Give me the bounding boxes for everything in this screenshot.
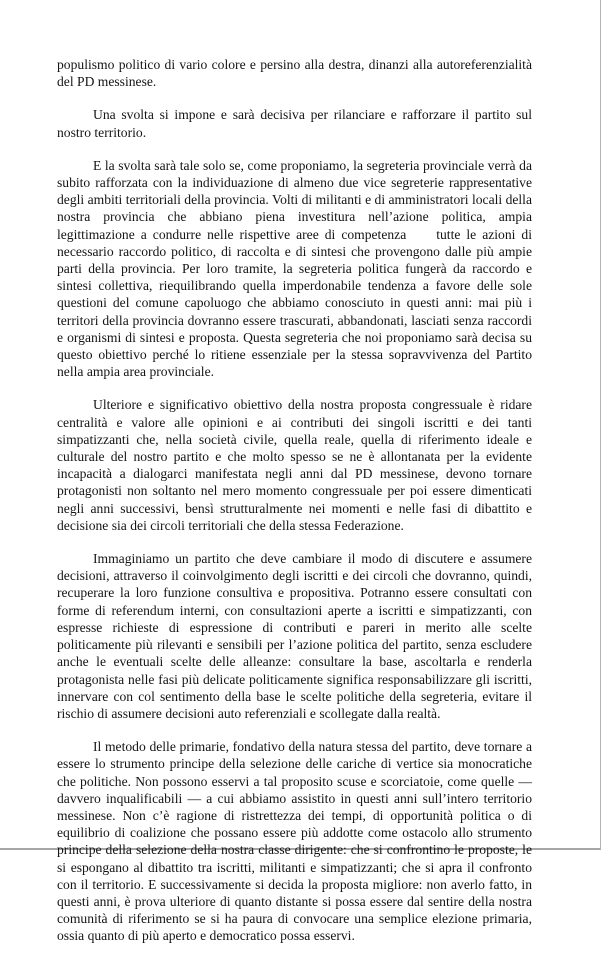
paragraph: Immaginiamo un partito che deve cambiare il modo di discutere e assumere decisioni, attraverso il coinvolgimento degli iscritti e dei circoli che dovranno, quindi, recuperare la loro funzione consultiva e propositiva. Potranno essere consultati con forme di referendum interni, con consultazioni aperte a iscritti e simpatizzanti, con espresse richieste di espressione di contributi e pareri in merito alle scelte politicamente più rilevanti e sensibili per l’azione politica del partito, senza escludere anche le eventuali scelte delle alleanze: consultare la base, ascoltarla e renderla protagonista nelle fasi più delicate politicamente significa responsabilizzare gli iscritti, innervare con col sentimento della base le scelte politiche della segreteria, evitare il rischio di assumere decisioni auto referenziali e scollegate dalla realtà. — [57, 551, 532, 721]
paragraph: Il metodo delle primarie, fondativo della natura stessa del partito, deve tornare a essere lo strumento principe della selezione delle cariche di vertice sia monocratiche che politiche. Non possono esservi a tal proposito scuse e scorciatoie, come quelle — davvero inqualificabili — a cui abbiamo assistito in questi anni sull’intero territorio messinese. Non c’è ragione di ristrettezza dei tempi, di opportunità politica o di equilibrio di coalizione che possano essere più addotte come ostacolo allo strumento principe della selezione della nostra classe dirigente: che si confrontino le proposte, le si espongano al dibattito tra iscritti, militanti e simpatizzanti; che si apra il confronto con il territorio. E successivamente si decida la proposta migliore: non averlo fatto, in questi anni, è prova ulteriore di quanto distante si possa essere dal sentire della nostra comunità di riferimento se si ha paura di convocare una semplice elezione primaria, ossia quanto di più aperto e democratico possa esservi. — [57, 739, 532, 944]
document-body — [57, 56, 532, 961]
paragraph: E la svolta sarà tale solo se, come proponiamo, la segreteria provinciale verrà da subito rafforzata con la individuazione di almeno due vice segreterie rappresentative degli ambiti territoriali della provincia. Volti di militanti e di amministratori locali della nostra provincia che abbiano piena investitura nell’azione politica, ampia legittimazione a condurre nelle rispettive aree di competenza tutte le azioni di necessario raccordo politico, di raccolta e di sintesi che provengono dalle più ampie parti della provincia. Per loro tramite, la segreteria politica fungerà da raccordo e sintesi collettiva, riequilibrando quella imperdonabile tendenza a favore delle sole questioni del comune capoluogo che abbiamo conosciuto in questi anni: mai più i territori della provincia dovranno essere trascurati, abbandonati, lasciati senza raccordi e organismi di sintesi e proposta. Questa segreteria che noi proponiamo sarà decisa su questo obiettivo perché lo ritiene essenziale per la stessa sopravvivenza del Partito nella ampia area provinciale. — [57, 157, 532, 380]
paragraph: populismo politico di vario colore e persino alla destra, dinanzi alla autoreferenzialità del PD messinese. — [57, 57, 532, 90]
paragraph: Una svolta si impone e sarà decisiva per rilanciare e rafforzare il partito sul nostro territorio. — [57, 107, 532, 140]
paragraph: Ulteriore e significativo obiettivo della nostra proposta congressuale è ridare centralità e valore alle opinioni e ai contributi dei singoli iscritti e dei tanti simpatizzanti che, nella società civile, quella reale, quella di riferimento ideale e culturale del nostro partito e che molto spesso se ne è allontanata per la evidente incapacità a dialogarci manifestata negli anni dal PD messinese, devono tornare protagonisti non soltanto nel mero momento congressuale per poi essere dimenticati negli anni successivi, bensì strutturalmente nei momenti e nelle fasi di dibattito e decisione sia dei circoli territoriali che della stessa Federazione. — [57, 397, 532, 533]
